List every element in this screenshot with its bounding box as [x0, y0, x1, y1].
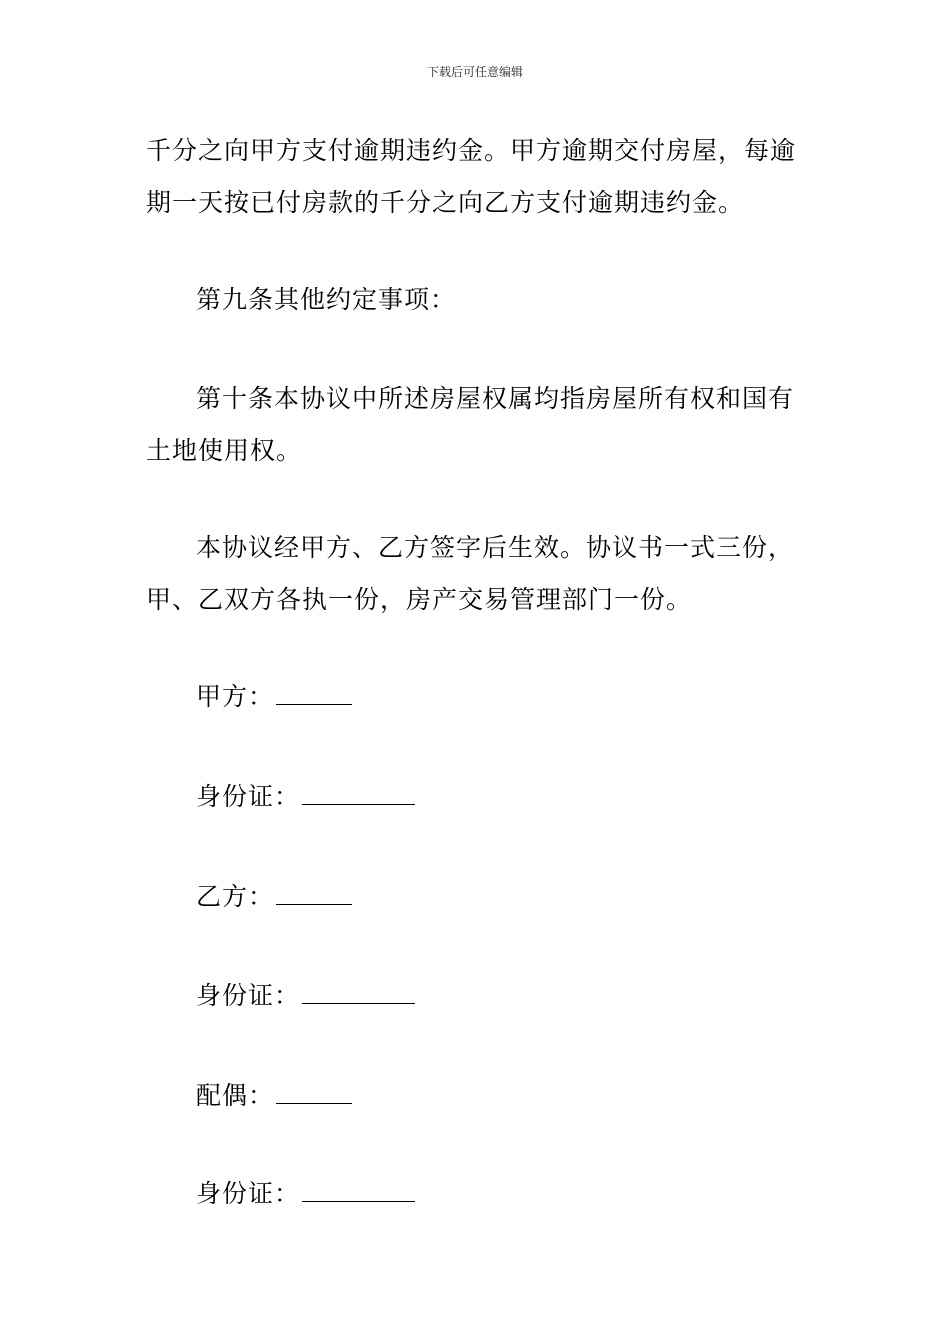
signature-blank	[276, 882, 352, 905]
paragraph-effectiveness: 本协议经甲方、乙方签字后生效。协议书一式三份，甲、乙双方各执一份，房产交易管理部门一份。	[146, 533, 795, 614]
signature-label: 乙方：	[196, 882, 275, 911]
signature-label: 身份证：	[196, 782, 301, 811]
signature-label: 身份证：	[196, 981, 301, 1010]
signature-blank	[276, 1081, 352, 1104]
signature-label: 配偶：	[196, 1081, 275, 1110]
signature-party-b	[196, 877, 352, 917]
signature-label: 身份证：	[196, 1179, 301, 1208]
signature-blank	[276, 682, 352, 705]
signature-label: 甲方：	[196, 682, 275, 711]
paragraph-article-10: 第十条本协议中所述房屋权属均指房屋所有权和国有土地使用权。	[146, 384, 795, 465]
signature-party-a	[196, 677, 352, 717]
signature-blank	[302, 1179, 415, 1202]
paragraph-article-9: 第九条其他约定事项：	[196, 285, 457, 314]
signature-spouse	[196, 1076, 352, 1116]
signature-spouse-id	[196, 1174, 415, 1214]
signature-party-a-id	[196, 777, 415, 817]
signature-party-b-id	[196, 976, 415, 1016]
signature-blank	[302, 981, 415, 1004]
paragraph-penalty: 千分之向甲方支付逾期违约金。甲方逾期交付房屋，每逾期一天按已付房款的千分之向乙方支付逾期违约金。	[146, 136, 797, 217]
signature-blank	[302, 782, 415, 805]
page-header: 下载后可任意编辑	[426, 65, 523, 79]
